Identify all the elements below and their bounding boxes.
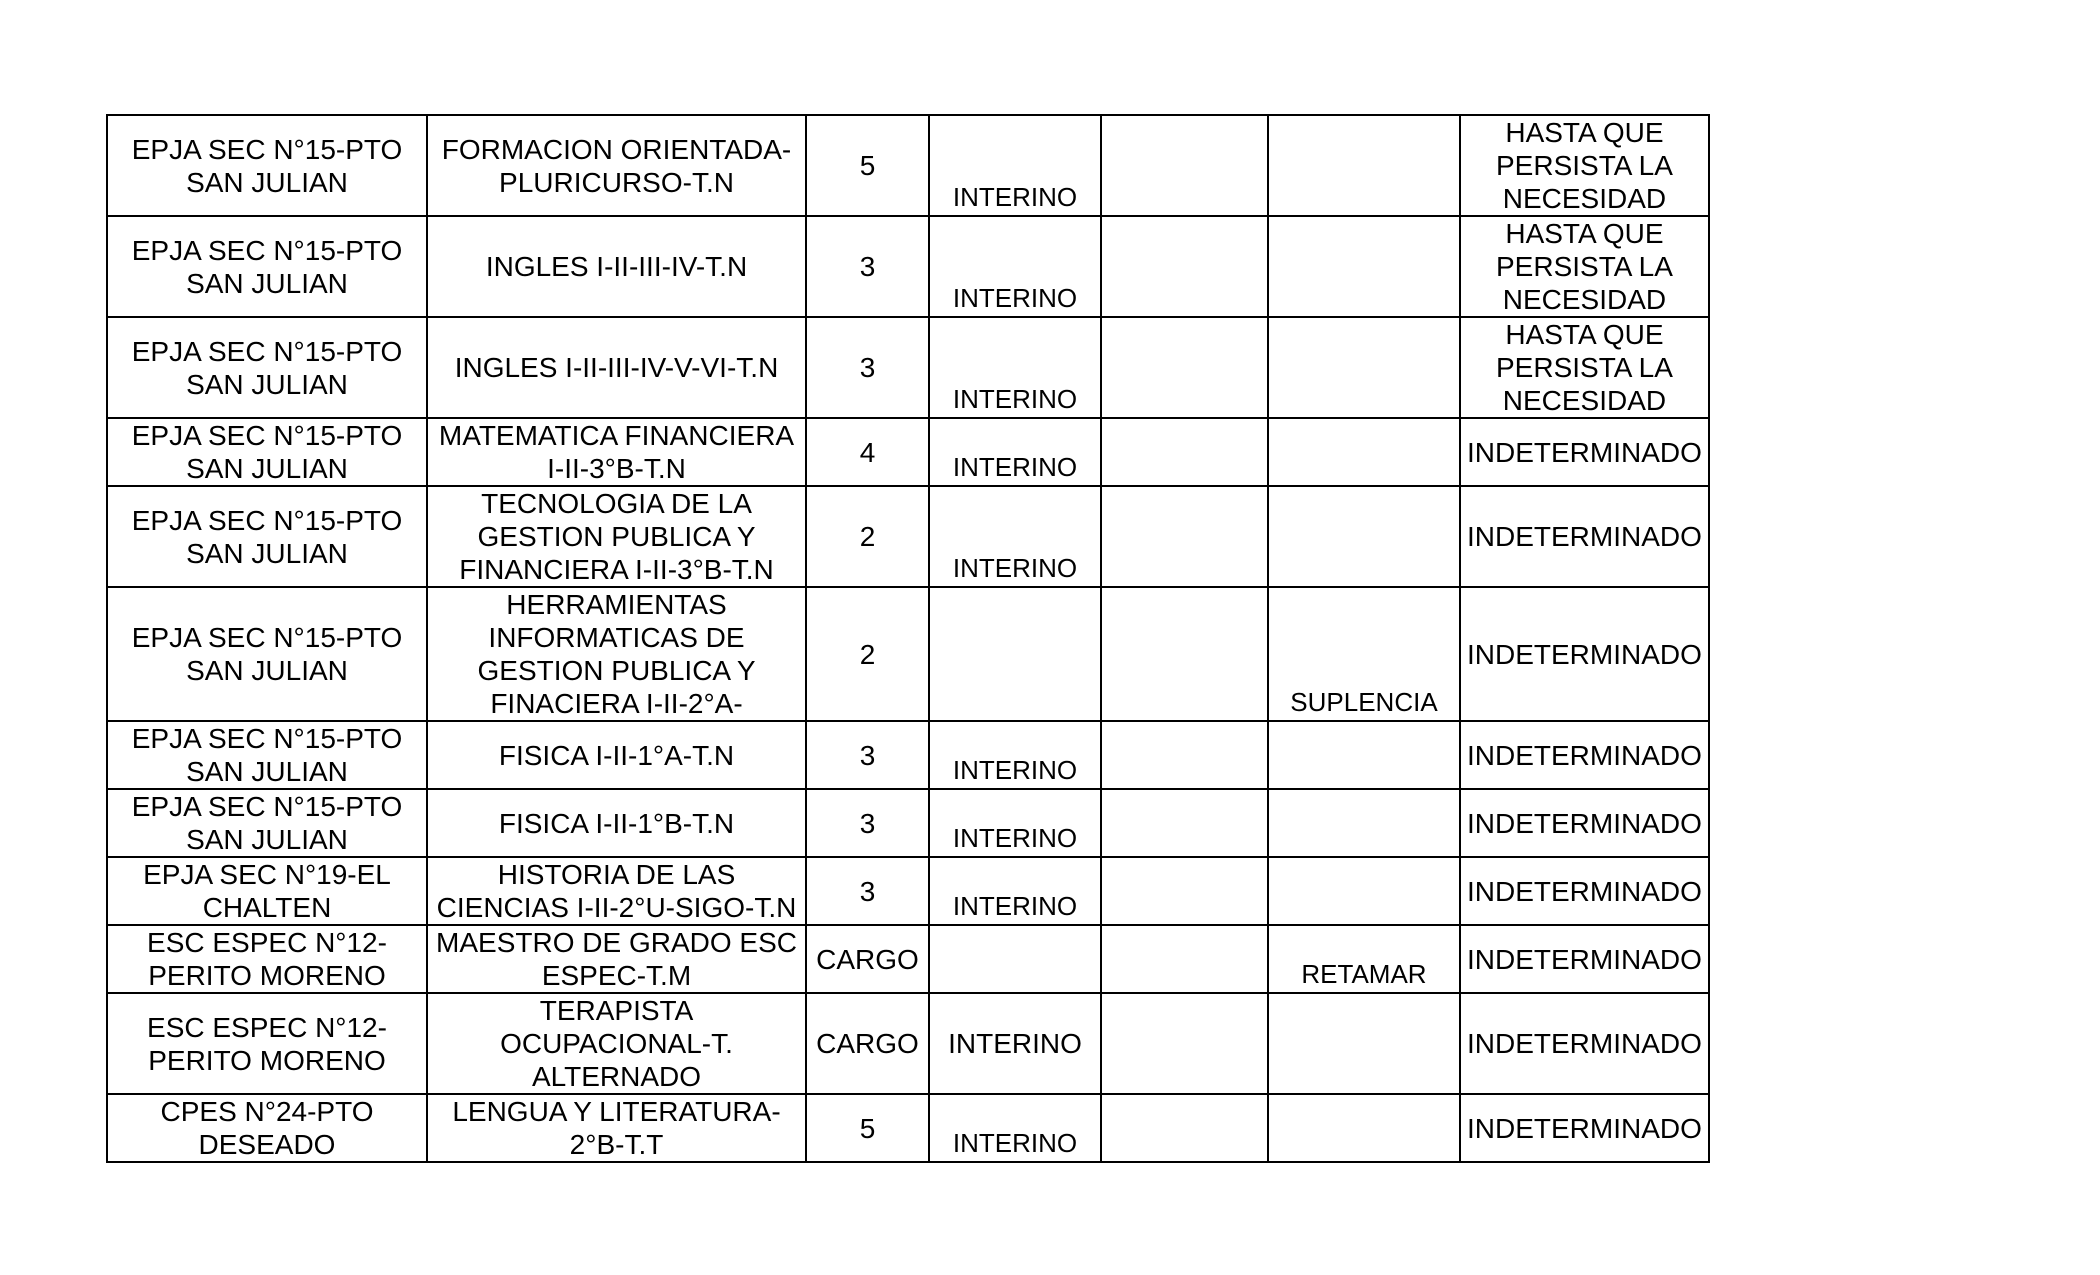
cell-status-b <box>1268 317 1460 418</box>
table-row <box>107 789 1709 857</box>
cell-empty-col <box>1101 115 1268 216</box>
cell-school: ESC ESPEC N°12-PERITO MORENO <box>107 925 427 993</box>
cell-duration: HASTA QUE PERSISTA LA NECESIDAD <box>1460 216 1709 317</box>
cell-subject: TECNOLOGIA DE LA GESTION PUBLICA Y FINANCIERA I-II-3°B-T.N <box>427 486 806 587</box>
cell-status-a: INTERINO <box>929 317 1101 418</box>
table-row <box>107 216 1709 317</box>
cell-hours: CARGO <box>806 993 929 1094</box>
cell-school: EPJA SEC N°15-PTO SAN JULIAN <box>107 418 427 486</box>
cell-status-a: INTERINO <box>929 1094 1101 1162</box>
table-row <box>107 925 1709 993</box>
cell-subject: MATEMATICA FINANCIERA I-II-3°B-T.N <box>427 418 806 486</box>
cell-school: EPJA SEC N°15-PTO SAN JULIAN <box>107 486 427 587</box>
cell-school: EPJA SEC N°15-PTO SAN JULIAN <box>107 115 427 216</box>
cell-empty-col <box>1101 857 1268 925</box>
cell-status-a: INTERINO <box>929 721 1101 789</box>
cell-duration: INDETERMINADO <box>1460 587 1709 721</box>
table-row <box>107 486 1709 587</box>
vacancies-table <box>106 114 1710 1163</box>
cell-subject: MAESTRO DE GRADO ESC ESPEC-T.M <box>427 925 806 993</box>
cell-duration: INDETERMINADO <box>1460 418 1709 486</box>
cell-duration: INDETERMINADO <box>1460 486 1709 587</box>
cell-hours: CARGO <box>806 925 929 993</box>
table-row <box>107 317 1709 418</box>
cell-status-b <box>1268 1094 1460 1162</box>
cell-status-a <box>929 587 1101 721</box>
table-row <box>107 587 1709 721</box>
cell-status-b <box>1268 721 1460 789</box>
table-row <box>107 721 1709 789</box>
cell-school: ESC ESPEC N°12-PERITO MORENO <box>107 993 427 1094</box>
cell-empty-col <box>1101 418 1268 486</box>
cell-hours: 5 <box>806 1094 929 1162</box>
cell-status-a: INTERINO <box>929 857 1101 925</box>
cell-school: EPJA SEC N°19-EL CHALTEN <box>107 857 427 925</box>
cell-empty-col <box>1101 721 1268 789</box>
cell-school: EPJA SEC N°15-PTO SAN JULIAN <box>107 216 427 317</box>
cell-hours: 2 <box>806 587 929 721</box>
cell-subject: FISICA I-II-1°B-T.N <box>427 789 806 857</box>
cell-hours: 3 <box>806 721 929 789</box>
cell-school: CPES N°24-PTO DESEADO <box>107 1094 427 1162</box>
vacancies-table-body <box>107 115 1709 1162</box>
cell-hours: 3 <box>806 216 929 317</box>
cell-empty-col <box>1101 216 1268 317</box>
cell-status-b <box>1268 115 1460 216</box>
cell-empty-col <box>1101 993 1268 1094</box>
cell-subject: INGLES I-II-III-IV-V-VI-T.N <box>427 317 806 418</box>
table-row <box>107 993 1709 1094</box>
cell-school: EPJA SEC N°15-PTO SAN JULIAN <box>107 587 427 721</box>
cell-hours: 4 <box>806 418 929 486</box>
cell-subject: HERRAMIENTAS INFORMATICAS DE GESTION PUBLICA Y FINACIERA I-II-2°A- <box>427 587 806 721</box>
cell-status-b: RETAMAR <box>1268 925 1460 993</box>
cell-status-a: INTERINO <box>929 216 1101 317</box>
cell-subject: FISICA I-II-1°A-T.N <box>427 721 806 789</box>
table-row <box>107 857 1709 925</box>
cell-status-a: INTERINO <box>929 993 1101 1094</box>
cell-status-a: INTERINO <box>929 789 1101 857</box>
cell-status-b <box>1268 486 1460 587</box>
cell-empty-col <box>1101 925 1268 993</box>
cell-empty-col <box>1101 587 1268 721</box>
cell-duration: HASTA QUE PERSISTA LA NECESIDAD <box>1460 115 1709 216</box>
cell-duration: INDETERMINADO <box>1460 857 1709 925</box>
cell-status-b <box>1268 993 1460 1094</box>
cell-status-b <box>1268 789 1460 857</box>
cell-duration: INDETERMINADO <box>1460 789 1709 857</box>
table-row <box>107 1094 1709 1162</box>
cell-empty-col <box>1101 789 1268 857</box>
cell-status-a: INTERINO <box>929 115 1101 216</box>
cell-hours: 3 <box>806 317 929 418</box>
cell-hours: 2 <box>806 486 929 587</box>
cell-subject: LENGUA Y LITERATURA-2°B-T.T <box>427 1094 806 1162</box>
cell-hours: 3 <box>806 789 929 857</box>
cell-school: EPJA SEC N°15-PTO SAN JULIAN <box>107 317 427 418</box>
cell-status-b <box>1268 418 1460 486</box>
cell-duration: INDETERMINADO <box>1460 721 1709 789</box>
cell-hours: 3 <box>806 857 929 925</box>
cell-status-b <box>1268 216 1460 317</box>
cell-subject: FORMACION ORIENTADA-PLURICURSO-T.N <box>427 115 806 216</box>
cell-status-a <box>929 925 1101 993</box>
table-row <box>107 418 1709 486</box>
cell-duration: INDETERMINADO <box>1460 993 1709 1094</box>
cell-duration: INDETERMINADO <box>1460 925 1709 993</box>
cell-subject: TERAPISTA OCUPACIONAL-T. ALTERNADO <box>427 993 806 1094</box>
cell-subject: HISTORIA DE LAS CIENCIAS I-II-2°U-SIGO-T.N <box>427 857 806 925</box>
cell-empty-col <box>1101 486 1268 587</box>
cell-status-a: INTERINO <box>929 486 1101 587</box>
cell-empty-col <box>1101 1094 1268 1162</box>
cell-empty-col <box>1101 317 1268 418</box>
cell-duration: HASTA QUE PERSISTA LA NECESIDAD <box>1460 317 1709 418</box>
cell-school: EPJA SEC N°15-PTO SAN JULIAN <box>107 789 427 857</box>
cell-school: EPJA SEC N°15-PTO SAN JULIAN <box>107 721 427 789</box>
cell-subject: INGLES I-II-III-IV-T.N <box>427 216 806 317</box>
table-row <box>107 115 1709 216</box>
cell-hours: 5 <box>806 115 929 216</box>
cell-duration: INDETERMINADO <box>1460 1094 1709 1162</box>
cell-status-b <box>1268 857 1460 925</box>
cell-status-b: SUPLENCIA <box>1268 587 1460 721</box>
cell-status-a: INTERINO <box>929 418 1101 486</box>
